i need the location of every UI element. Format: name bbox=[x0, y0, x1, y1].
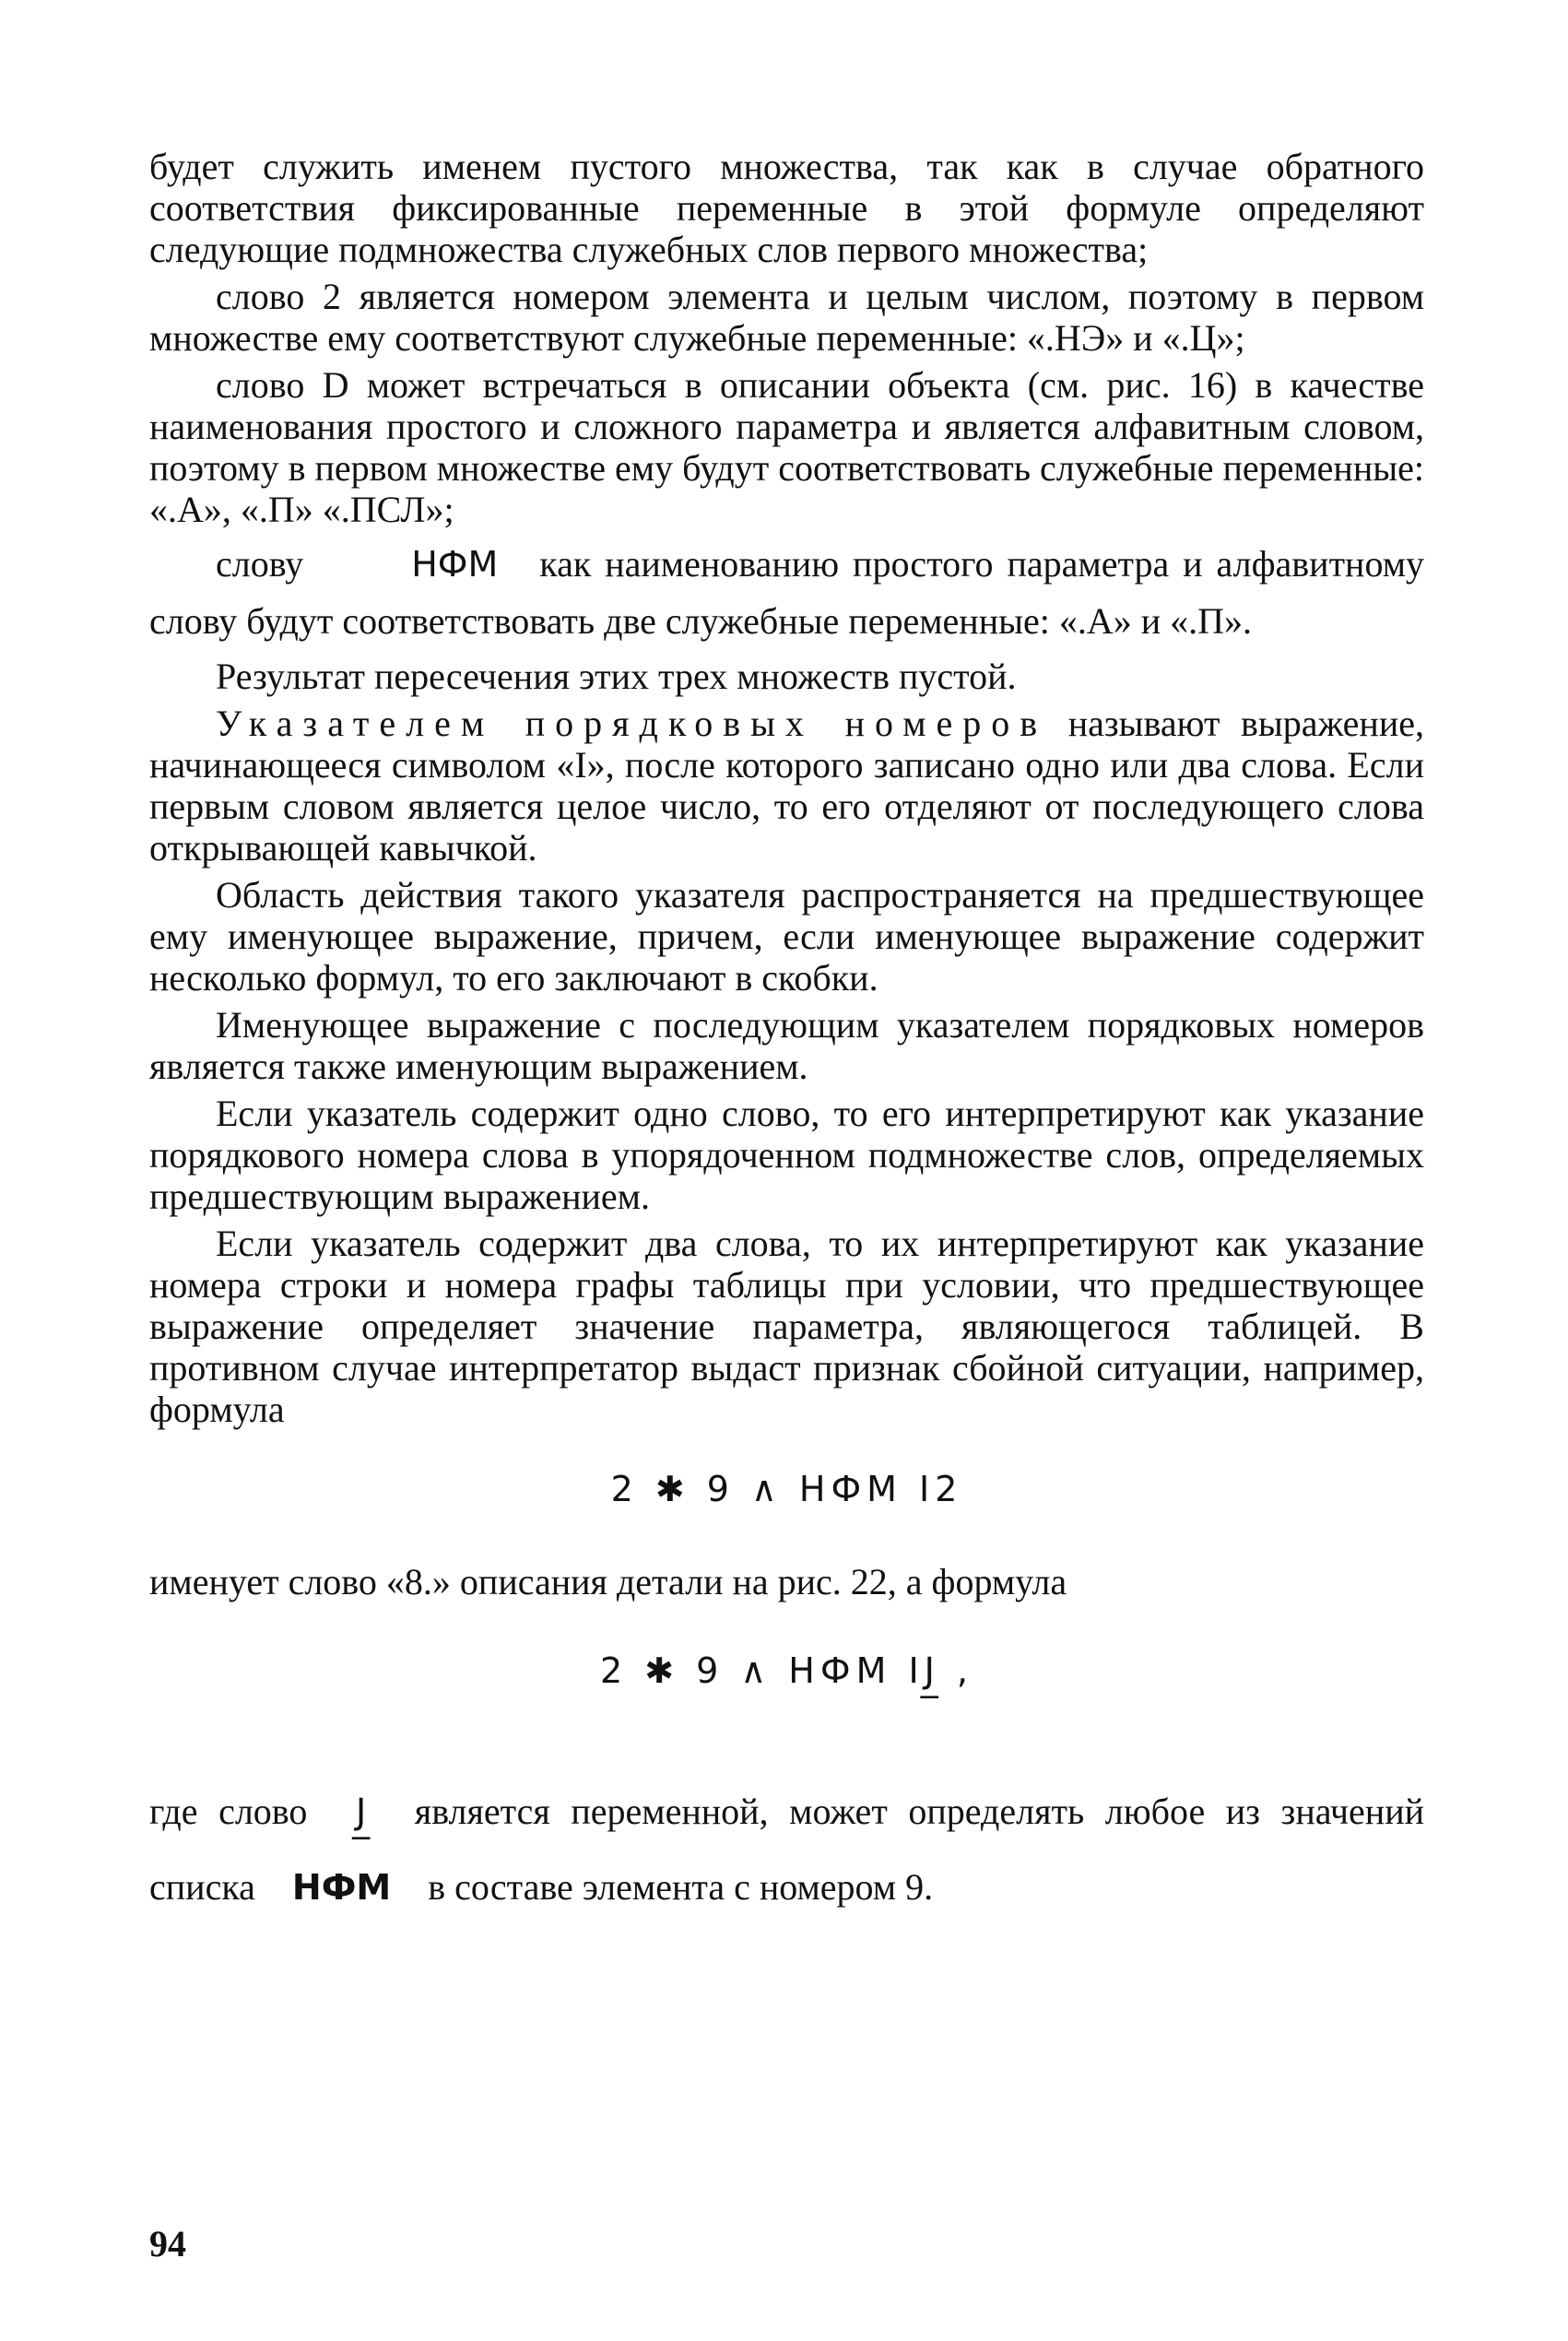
nfm-symbol-bold: НФМ bbox=[291, 1867, 392, 1908]
paragraph-3: слово D может встречаться в описании объекта (см. рис. 16) в качестве наименования простого и сложного параметра и является алфавитным словом, поэтому в первом множестве ему будут соответствовать служебные переменные: «.А», «.П» «.ПСЛ»; bbox=[149, 364, 1424, 530]
paragraph-7: Область действия такого указателя распространяется на предшествующее ему именующее выражение, причем, если именующее выражение содержит несколько формул, то его заключают в скобки. bbox=[149, 874, 1424, 999]
formula-1: 2 ✱ 9 ∧ НФМ I2 bbox=[610, 1469, 963, 1509]
nfm-symbol: НФМ bbox=[411, 544, 499, 585]
paragraph-6 bbox=[149, 703, 1424, 869]
paragraph-4-start: слову bbox=[216, 543, 304, 585]
variable-j-symbol: J̲ bbox=[356, 1791, 367, 1832]
paragraph-8: Именующее выражение с последующим указателем порядковых номеров является также именующим выражением. bbox=[149, 1004, 1424, 1087]
paragraph-4-end: как наименованию простого параметра и алфавитному слову будут соответствовать две служебные переменные: «.А» и «.П». bbox=[149, 543, 1425, 642]
paragraph-6-rest: называют выражение, начинающееся символом «I», после которого записано одно или два слова. Если первым словом является целое число, то его отделяют от последующего слова открывающей кавычкой. bbox=[149, 703, 1424, 869]
paragraph-12-start: где слово bbox=[149, 1791, 308, 1832]
page-body bbox=[149, 146, 1424, 1931]
paragraph-12-end: в составе элемента с номером 9. bbox=[428, 1866, 934, 1908]
defined-term: Указателем порядковых номеров bbox=[216, 703, 1048, 744]
paragraph-2: слово 2 является номером элемента и целым числом, поэтому в первом множестве ему соответствуют служебные переменные: «.НЭ» и «.Ц»; bbox=[149, 276, 1424, 359]
paragraph-10: Если указатель содержит два слова, то их интерпретируют как указание номера строки и номера графы таблицы при условии, что предшествующее выражение определяет значение параметра, являющегося таблицей. В противном случае интерпретатор выдаст признак сбойной ситуации, например, формула bbox=[149, 1223, 1424, 1430]
paragraph-9: Если указатель содержит одно слово, то его интерпретируют как указание порядкового номера слова в упорядоченном подмножестве слов, определяемых предшествующим выражением. bbox=[149, 1093, 1424, 1217]
paragraph-12-middle: является переменной, может определять любое из значений списка bbox=[149, 1791, 1424, 1908]
paragraph-4 bbox=[149, 536, 1424, 650]
paragraph-1: будет служить именем пустого множества, так как в случае обратного соответствия фиксированные переменные в этой формуле определяют следующие подмножества служебных слов первого множества; bbox=[149, 146, 1424, 270]
paragraph-5: Результат пересечения этих трех множеств пустой. bbox=[216, 656, 1017, 697]
formula-2: 2 ✱ 9 ∧ НФМ IJ̲ , bbox=[599, 1650, 974, 1691]
paragraph-11: именует слово «8.» описания детали на рис. 22, а формула bbox=[149, 1561, 1067, 1602]
page-number: 94 bbox=[149, 2223, 186, 2264]
paragraph-12 bbox=[149, 1774, 1424, 1925]
